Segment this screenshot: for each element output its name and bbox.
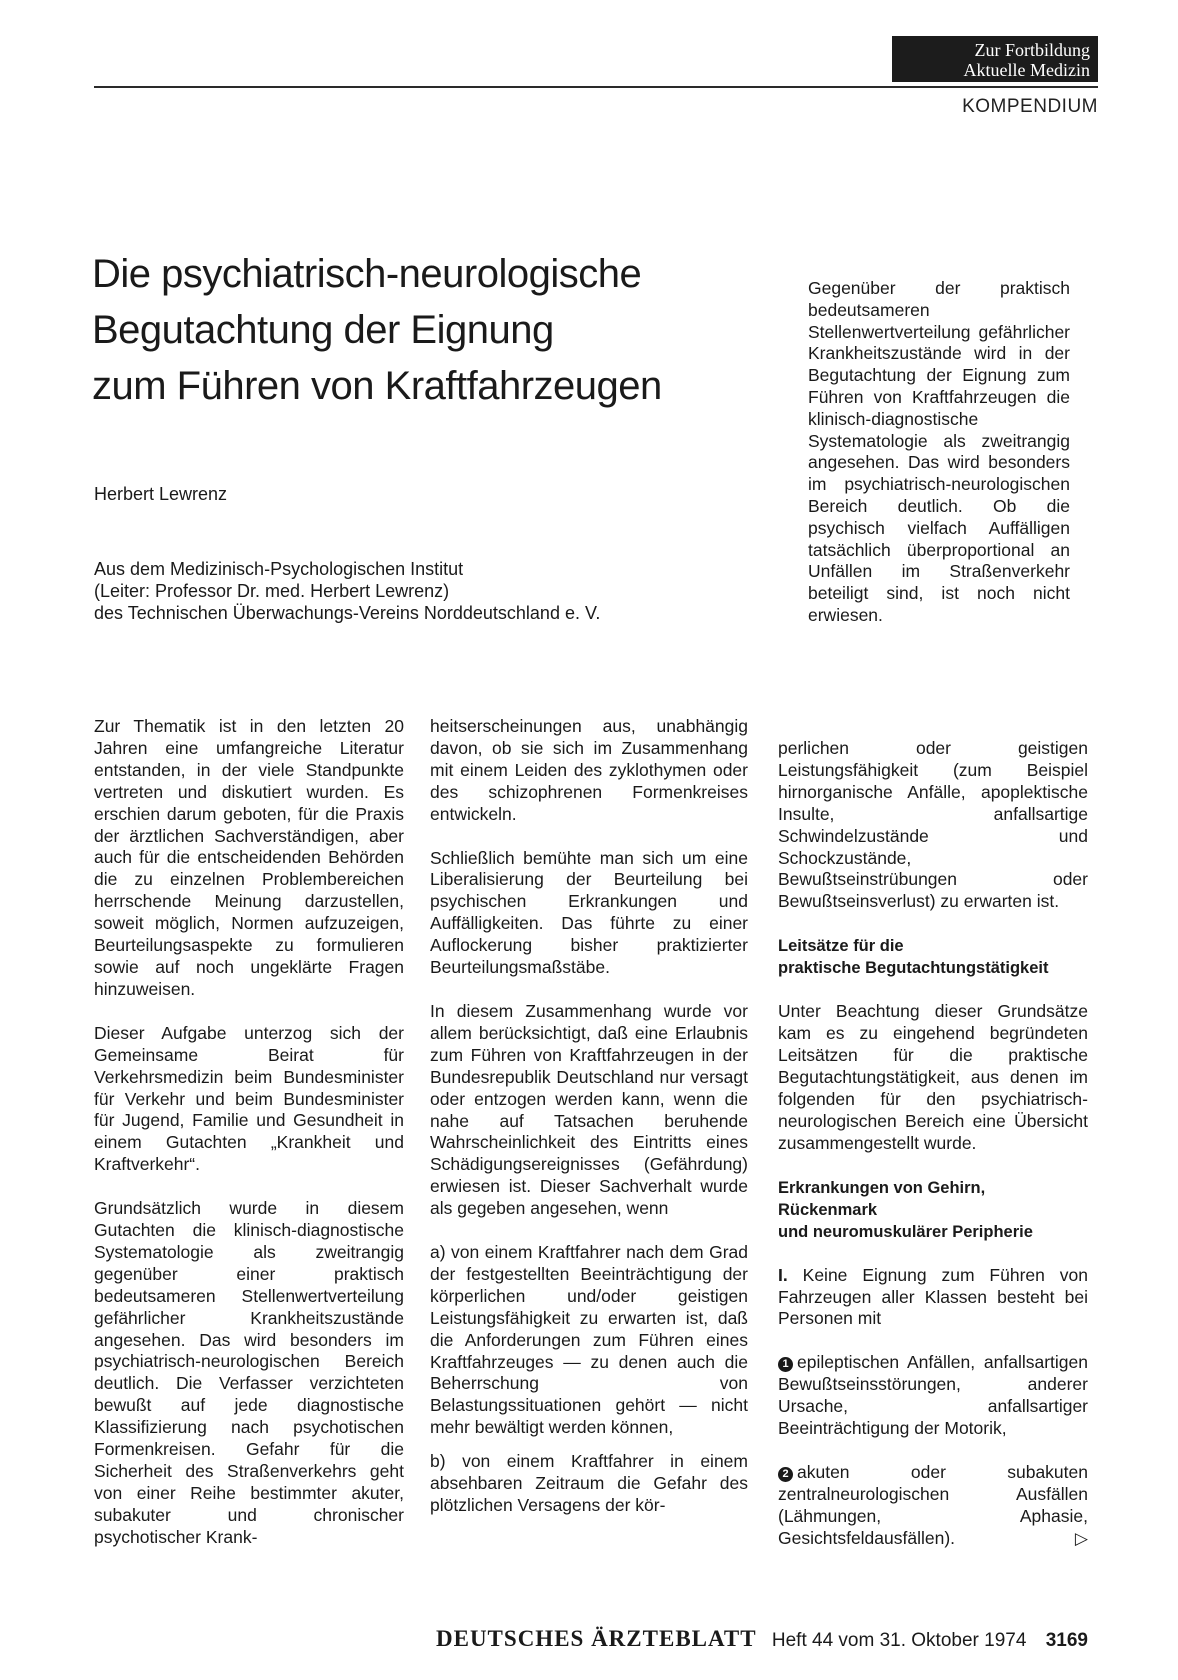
section-label: KOMPENDIUM xyxy=(962,96,1098,117)
title-line-3: zum Führen von Kraftfahrzeugen xyxy=(92,364,662,408)
header-rule xyxy=(94,86,1098,88)
bullet-item-2 xyxy=(778,1462,1088,1550)
body-column-2 xyxy=(430,716,748,1529)
badge-line-1: Zur Fortbildung xyxy=(974,40,1090,60)
affiliation-line-2: (Leiter: Professor Dr. med. Herbert Lewrenz) xyxy=(94,581,450,601)
paragraph: Schließlich bemühte man sich um eine Liberalisierung der Beurteilung bei psychischen Erkrankungen und Auffälligkeiten. Das führte zu einer Auflockerung bisher praktizierter Beurteilungsmaßstäbe. xyxy=(430,847,748,978)
roman-numeral: I. xyxy=(778,1264,788,1285)
paragraph: Dieser Aufgabe unterzog sich der Gemeinsame Beirat für Verkehrsmedizin beim Bundesminister für Verkehr und beim Bundesminister für Jugend, Familie und Gesundheit in einem Gutachten „Krankheit und Kraftverkehr“. xyxy=(94,1022,404,1175)
title-line-2: Begutachtung der Eignung xyxy=(92,308,554,352)
affiliation-line-1: Aus dem Medizinisch-Psychologischen Institut xyxy=(94,559,464,579)
affiliation-line-3: des Technischen Überwachungs-Vereins Norddeutschland e. V. xyxy=(94,603,601,623)
number-1-icon: 1 xyxy=(778,1357,793,1372)
list-item-a: a) von einem Kraftfahrer nach dem Grad der festgestellten Beeinträchtigung der körperlichen und/oder geistigen Leistungsfähigkeit zu erwarten ist, daß die Anforderungen zum Führen eines Kraftfahrzeuges — zu denen auch die Beherrschung von Belastungssituationen gehört — nicht mehr bewältigt werden können, xyxy=(430,1242,748,1438)
journal-name: DEUTSCHES ÄRZTEBLATT xyxy=(436,1626,757,1651)
bullet-text: epileptischen Anfällen, anfallsartigen Bewußtseinsstörungen, anderer Ursache, anfallsartiger Beeinträchtigung der Motorik, xyxy=(778,1352,1088,1439)
paragraph: perlichen oder geistigen Leistungsfähigkeit (zum Beispiel hirnorganische Anfälle, apoplektische Insulte, anfallsartige Schwindelzustände und Schockzustände, Bewußtseinstrübungen oder Bewußtseinsverlust) zu erwarten ist. xyxy=(778,738,1088,912)
paragraph-text: Keine Eignung zum Führen von Fahrzeugen aller Klassen besteht bei Personen mit xyxy=(778,1264,1088,1329)
title-line-1: Die psychiatrisch-neurologische xyxy=(92,252,642,296)
abstract: Gegenüber der praktisch bedeutsameren Stellenwertverteilung gefährlicher Krankheitszustände wird in der Begutachtung der Eignung zum Führen von Kraftfahrzeugen die klinisch-diagnostische Systematologie als zweitrangig angesehen. Das wird besonders im psychiatrisch-neurologischen Bereich deutlich. Ob die psychisch vielfach Auffälligen tatsächlich überproportional an Unfällen im Straßenverkehr beteiligt sind, ist noch nicht erwiesen. xyxy=(808,278,1070,625)
number-2-icon: 2 xyxy=(778,1467,793,1482)
body-column-3 xyxy=(778,738,1088,1572)
page-footer xyxy=(436,1626,1088,1652)
paragraph-criteria xyxy=(778,1265,1088,1331)
issue-info: Heft 44 vom 31. Oktober 1974 xyxy=(771,1630,1027,1651)
bullet-text: akuten oder subakuten zentralneurologischen Ausfällen (Lähmungen, Aphasie, Gesichtsfeldausfällen). xyxy=(778,1461,1088,1548)
heading-line: Rückenmark xyxy=(778,1200,878,1219)
section-heading-diseases xyxy=(778,1177,1088,1243)
bullet-item-1 xyxy=(778,1352,1088,1440)
affiliation xyxy=(94,558,734,624)
article-title xyxy=(92,246,772,414)
section-badge xyxy=(892,36,1098,82)
paragraph: In diesem Zusammenhang wurde vor allem berücksichtigt, daß eine Erlaubnis zum Führen von Kraftfahrzeugen in der Bundesrepublik Deutschland nur versagt oder entzogen werden kann, wenn die nahe auf Tatsachen beruhende Wahrscheinlichkeit des Eintritts eines Schädigungsereignisses (Gefährdung) erwiesen ist. Dieser Sachverhalt wurde als gegeben angesehen, wenn xyxy=(430,1000,748,1219)
heading-line: Erkrankungen von Gehirn, xyxy=(778,1178,986,1197)
paragraph: heitserscheinungen aus, unabhängig davon, ob sie sich im Zusammenhang mit einem Leiden des zyklothymen oder des schizophrenen Formenkreises entwickeln. xyxy=(430,716,748,824)
heading-line: praktische Begutachtungstätigkeit xyxy=(778,959,1049,978)
paragraph: Unter Beachtung dieser Grundsätze kam es zu eingehend begründeten Leitsätzen für die praktische Begutachtungstätigkeit, aus denen im folgenden für den psychiatrisch-neurologischen Bereich eine Übersicht zusammengestellt wurde. xyxy=(778,1001,1088,1153)
badge-line-2: Aktuelle Medizin xyxy=(963,60,1090,80)
paragraph: Grundsätzlich wurde in diesem Gutachten die klinisch-diagnostische Systematologie als zweitrangig gegenüber einer praktisch bedeutsameren Stellenwertverteilung gefährlicher Krankheitszustände angesehen. Das wird besonders im psychiatrisch-neurologischen Bereich deutlich. Die Verfasser verzichteten bewußt auf jede diagnostische Klassifizierung nach psychotischen Formenkreisen. Gefahr für die Sicherheit des Straßenverkehrs geht von einer Reihe bestimmter akuter, subakuter und chronischer psychotischer Krank- xyxy=(94,1198,404,1547)
heading-line: und neuromuskulärer Peripherie xyxy=(778,1222,1033,1241)
paragraph: Zur Thematik ist in den letzten 20 Jahren eine umfangreiche Literatur entstanden, in der viele Standpunkte vertreten und diskutiert wurden. Es erschien darum geboten, für die Praxis der ärztlichen Sachverständigen, aber auch für die entscheidenden Behörden die zu einzelnen Problembereichen herrschende Meinung darzustellen, soweit möglich, Normen aufzuzeigen, Beurteilungsaspekte zu formulieren sowie auf noch ungeklärte Fragen hinzuweisen. xyxy=(94,716,404,999)
page-number: 3169 xyxy=(1045,1630,1088,1651)
continue-arrow-icon: ▷ xyxy=(1074,1528,1088,1548)
author-name: Herbert Lewrenz xyxy=(94,484,228,504)
list-item-b: b) von einem Kraftfahrer in einem absehbaren Zeitraum die Gefahr des plötzlichen Versagens der kör- xyxy=(430,1451,748,1515)
heading-line: Leitsätze für die xyxy=(778,937,904,956)
section-heading-guidelines xyxy=(778,935,1088,979)
body-column-1 xyxy=(94,716,404,1571)
